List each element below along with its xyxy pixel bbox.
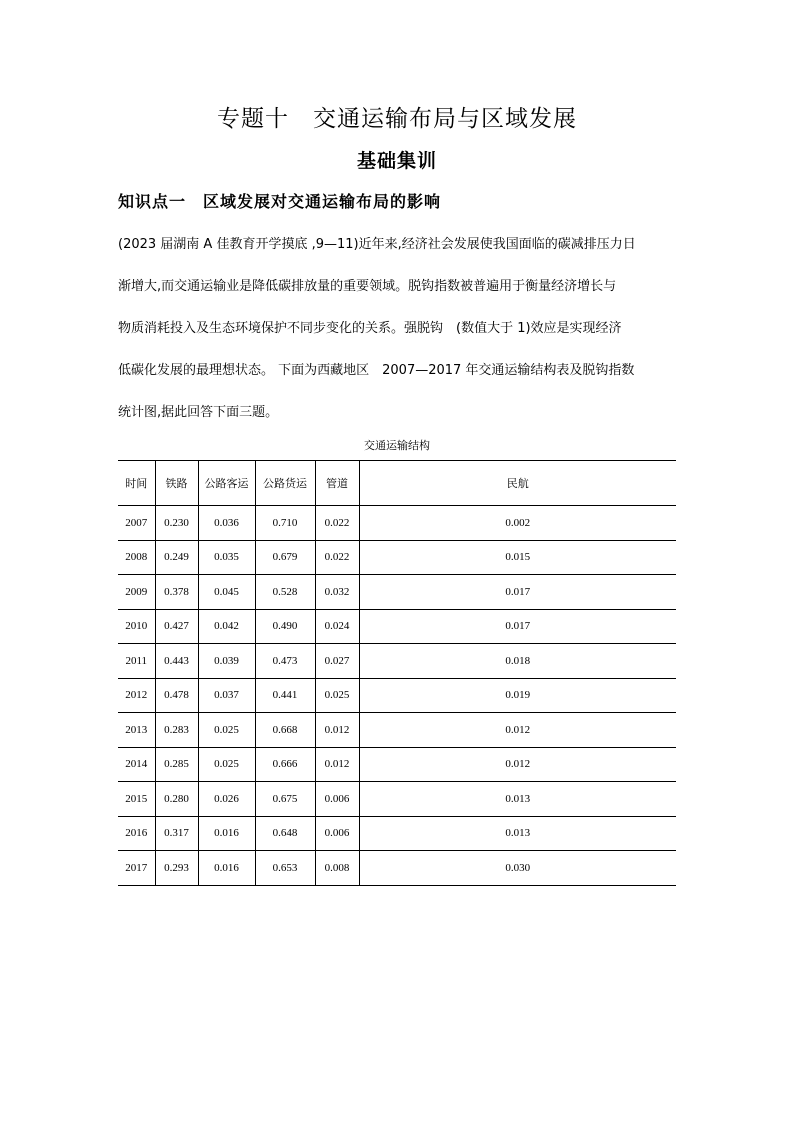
table-cell: 0.045 (198, 575, 255, 610)
table-cell: 2008 (118, 540, 155, 575)
intro-line: 低碳化发展的最理想状态。 下面为西藏地区 2007—2017 年交通运输结构表及脱钩指数 (118, 363, 635, 378)
table-cell: 0.008 (315, 851, 359, 886)
table-cell: 0.022 (315, 540, 359, 575)
table-row (118, 747, 676, 782)
table-cell: 0.013 (359, 816, 676, 851)
table-cell: 0.039 (198, 644, 255, 679)
intro-line: 统计图,据此回答下面三题。 (118, 405, 279, 420)
column-header: 铁路 (155, 461, 198, 506)
table-cell: 0.012 (315, 713, 359, 748)
table-row (118, 609, 676, 644)
table-row (118, 816, 676, 851)
table-cell: 0.019 (359, 678, 676, 713)
table-cell: 0.025 (198, 713, 255, 748)
table-cell: 0.443 (155, 644, 198, 679)
column-header: 管道 (315, 461, 359, 506)
table-row (118, 506, 676, 541)
table-cell: 0.030 (359, 851, 676, 886)
table-cell: 2010 (118, 609, 155, 644)
table-cell: 0.249 (155, 540, 198, 575)
table-row (118, 851, 676, 886)
table-cell: 0.012 (359, 713, 676, 748)
table-cell: 0.378 (155, 575, 198, 610)
table-row (118, 644, 676, 679)
table-cell: 0.012 (359, 747, 676, 782)
table-cell: 0.017 (359, 575, 676, 610)
table-row (118, 540, 676, 575)
table-row (118, 575, 676, 610)
table-cell: 0.013 (359, 782, 676, 817)
table-cell: 0.710 (255, 506, 315, 541)
table-cell: 0.280 (155, 782, 198, 817)
intro-line: 物质消耗投入及生态环境保护不同步变化的关系。强脱钩 (数值大于 1)效应是实现经济 (118, 321, 622, 336)
table-cell: 2007 (118, 506, 155, 541)
table-cell: 0.478 (155, 678, 198, 713)
table-cell: 2015 (118, 782, 155, 817)
table-cell: 2011 (118, 644, 155, 679)
table-cell: 0.666 (255, 747, 315, 782)
table-cell: 0.668 (255, 713, 315, 748)
table-cell: 0.037 (198, 678, 255, 713)
table-cell: 0.427 (155, 609, 198, 644)
table-cell: 0.032 (315, 575, 359, 610)
table-cell: 0.035 (198, 540, 255, 575)
table-cell: 0.473 (255, 644, 315, 679)
table-cell: 2017 (118, 851, 155, 886)
transport-structure-table (118, 460, 676, 886)
table-cell: 0.675 (255, 782, 315, 817)
table-cell: 0.285 (155, 747, 198, 782)
table-row (118, 678, 676, 713)
table-cell: 0.027 (315, 644, 359, 679)
table-row (118, 713, 676, 748)
table-cell: 2012 (118, 678, 155, 713)
table-cell: 2009 (118, 575, 155, 610)
table-cell: 0.002 (359, 506, 676, 541)
table-cell: 0.025 (315, 678, 359, 713)
table-cell: 0.230 (155, 506, 198, 541)
page-subtitle: 基础集训 (356, 150, 437, 172)
column-header: 公路货运 (255, 461, 315, 506)
page-title: 专题十 交通运输布局与区域发展 (217, 106, 577, 132)
column-header: 民航 (359, 461, 676, 506)
column-header: 公路客运 (198, 461, 255, 506)
table-body (118, 506, 676, 886)
table-cell: 0.024 (315, 609, 359, 644)
intro-line: (2023 届湖南 A 佳教育开学摸底 ,9—11)近年来,经济社会发展使我国面临的碳减排压力日 (118, 237, 636, 252)
table-cell: 0.317 (155, 816, 198, 851)
intro-line: 渐增大,而交通运输业是降低碳排放量的重要领域。脱钩指数被普遍用于衡量经济增长与 (118, 279, 617, 294)
table-cell: 0.293 (155, 851, 198, 886)
table-row (118, 782, 676, 817)
table-cell: 0.018 (359, 644, 676, 679)
table-cell: 0.283 (155, 713, 198, 748)
table-cell: 0.016 (198, 816, 255, 851)
table-cell: 0.653 (255, 851, 315, 886)
section-heading: 知识点一 区域发展对交通运输布局的影响 (118, 192, 442, 211)
table-cell: 0.006 (315, 782, 359, 817)
table-caption: 交通运输结构 (364, 439, 430, 452)
table-cell: 0.012 (315, 747, 359, 782)
table-cell: 0.026 (198, 782, 255, 817)
table-cell: 0.006 (315, 816, 359, 851)
table-cell: 0.036 (198, 506, 255, 541)
table-cell: 0.042 (198, 609, 255, 644)
table-cell: 0.679 (255, 540, 315, 575)
intro-paragraph (118, 224, 678, 434)
table-cell: 0.490 (255, 609, 315, 644)
table-cell: 0.025 (198, 747, 255, 782)
table-cell: 0.022 (315, 506, 359, 541)
table-cell: 0.648 (255, 816, 315, 851)
table-cell: 0.017 (359, 609, 676, 644)
table-cell: 0.528 (255, 575, 315, 610)
table-header-row (118, 461, 676, 506)
table-cell: 2016 (118, 816, 155, 851)
table-cell: 2013 (118, 713, 155, 748)
table-cell: 0.015 (359, 540, 676, 575)
table-cell: 0.016 (198, 851, 255, 886)
table-cell: 2014 (118, 747, 155, 782)
column-header: 时间 (118, 461, 155, 506)
table-cell: 0.441 (255, 678, 315, 713)
